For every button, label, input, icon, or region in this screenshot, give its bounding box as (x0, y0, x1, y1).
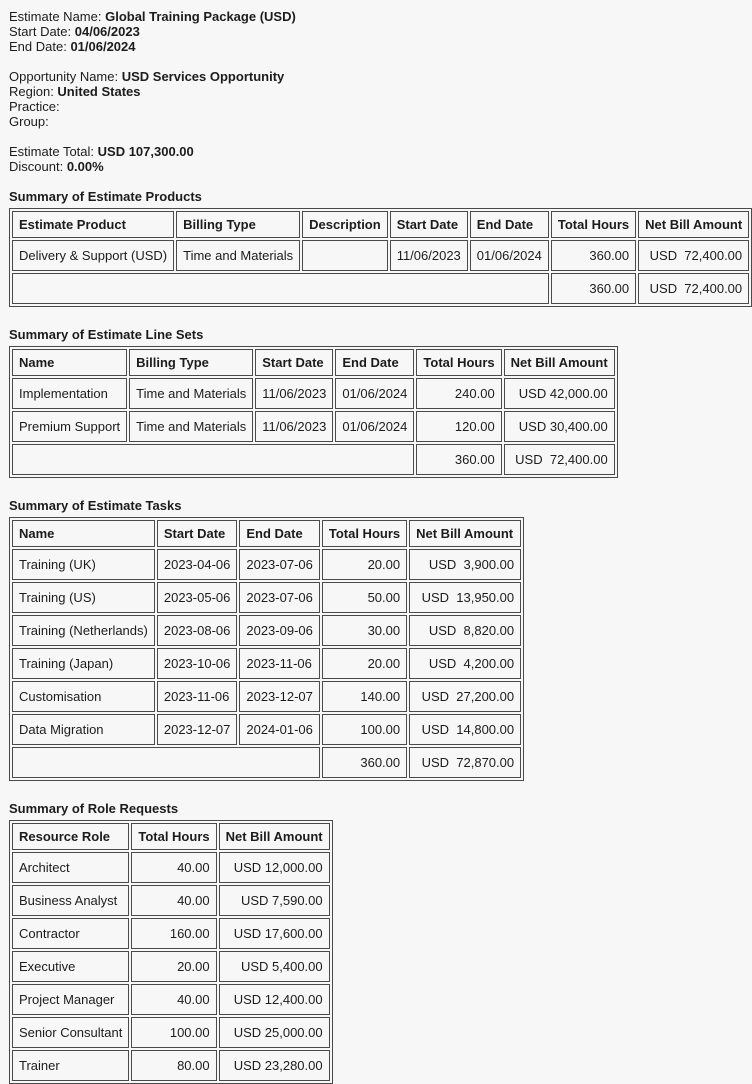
opportunity-name-label: Opportunity Name: (9, 69, 122, 84)
start-date-label: Start Date: (9, 24, 75, 39)
table-row (12, 582, 521, 613)
table-cell: USD 13,950.00 (409, 582, 521, 613)
table-cell: 20.00 (322, 648, 407, 679)
estimate-name-line (9, 9, 729, 24)
table-cell: Customisation (12, 681, 155, 712)
column-header: Estimate Product (12, 211, 174, 238)
start-date-value: 04/06/2023 (74, 24, 140, 39)
table-cell: 2023-05-06 (157, 582, 238, 613)
table-row (12, 1017, 330, 1048)
table-row (12, 240, 749, 271)
table-cell: Implementation (12, 378, 127, 409)
table-row (12, 378, 615, 409)
estimate-info-block (9, 9, 729, 54)
table-cell: USD 72,400.00 (638, 240, 749, 271)
total-row (12, 747, 521, 778)
region-value: United States (57, 84, 141, 99)
total-amount-cell: USD 72,870.00 (409, 747, 521, 778)
table-cell: 2023-04-06 (157, 549, 238, 580)
column-header: Net Bill Amount (638, 211, 749, 238)
region-label: Region: (9, 84, 58, 99)
table-cell: USD 14,800.00 (409, 714, 521, 745)
table-cell: Training (Netherlands) (12, 615, 155, 646)
column-header: Start Date (157, 520, 238, 547)
table-cell: USD 5,400.00 (219, 951, 330, 982)
header-row (12, 211, 749, 238)
table-cell: Training (Japan) (12, 648, 155, 679)
table-cell: Training (UK) (12, 549, 155, 580)
table-cell: 2024-01-06 (239, 714, 320, 745)
end-date-value: 01/06/2024 (70, 39, 136, 54)
table-cell: 2023-07-06 (239, 549, 320, 580)
table-cell: USD 12,400.00 (219, 984, 330, 1015)
table-cell: 11/06/2023 (255, 411, 333, 442)
table-cell: USD 27,200.00 (409, 681, 521, 712)
total-hours-cell: 360.00 (322, 747, 407, 778)
column-header: Total Hours (322, 520, 407, 547)
table-cell: 160.00 (131, 918, 216, 949)
table-cell: 20.00 (131, 951, 216, 982)
table-cell: USD 12,000.00 (219, 852, 330, 883)
section-title-estimate-line-sets: Summary of Estimate Line Sets (9, 327, 204, 342)
estimate-total-label: Estimate Total: (9, 144, 98, 159)
table-row (12, 411, 615, 442)
table-cell: 2023-11-06 (239, 648, 320, 679)
column-header: End Date (335, 349, 414, 376)
column-header: Name (12, 349, 127, 376)
table-cell: Time and Materials (129, 411, 253, 442)
table-cell: 120.00 (416, 411, 501, 442)
table-cell: Senior Consultant (12, 1017, 129, 1048)
end-date-line (9, 39, 729, 54)
column-header: Total Hours (551, 211, 636, 238)
opportunity-name-line (9, 69, 729, 84)
column-header: End Date (470, 211, 549, 238)
table-row (12, 885, 330, 916)
table-cell: USD 4,200.00 (409, 648, 521, 679)
column-header: Billing Type (176, 211, 300, 238)
start-date-line (9, 24, 729, 39)
table-cell: USD 17,600.00 (219, 918, 330, 949)
column-header: Billing Type (129, 349, 253, 376)
table-cell: 2023-12-07 (239, 681, 320, 712)
column-header: Total Hours (416, 349, 501, 376)
group-line (9, 114, 729, 129)
table-row (12, 918, 330, 949)
table-cell (302, 240, 388, 271)
header-row (12, 520, 521, 547)
column-header: End Date (239, 520, 320, 547)
table-cell: Delivery & Support (USD) (12, 240, 174, 271)
table-cell: 2023-12-07 (157, 714, 238, 745)
column-header: Start Date (255, 349, 333, 376)
table-cell: USD 3,900.00 (409, 549, 521, 580)
total-row-spacer (12, 273, 549, 304)
table-cell: 2023-10-06 (157, 648, 238, 679)
table-row (12, 549, 521, 580)
column-header: Total Hours (131, 823, 216, 850)
total-hours-cell: 360.00 (416, 444, 501, 475)
estimate-tasks-table (9, 517, 524, 781)
column-header: Description (302, 211, 388, 238)
table-row (12, 648, 521, 679)
table-row (12, 681, 521, 712)
table-cell: 240.00 (416, 378, 501, 409)
table-cell: 2023-08-06 (157, 615, 238, 646)
estimate-total-line (9, 144, 729, 159)
practice-line (9, 99, 729, 114)
section-title-role-requests: Summary of Role Requests (9, 801, 179, 816)
table-cell: 2023-09-06 (239, 615, 320, 646)
column-header: Net Bill Amount (504, 349, 615, 376)
column-header: Resource Role (12, 823, 129, 850)
table-cell: 80.00 (131, 1050, 216, 1081)
table-cell: Data Migration (12, 714, 155, 745)
table-cell: USD 30,400.00 (504, 411, 615, 442)
totals-info-block (9, 144, 729, 174)
total-amount-cell: USD 72,400.00 (638, 273, 749, 304)
column-header: Name (12, 520, 155, 547)
table-cell: USD 42,000.00 (504, 378, 615, 409)
table-cell: Training (US) (12, 582, 155, 613)
table-cell: USD 8,820.00 (409, 615, 521, 646)
section-title-estimate-tasks: Summary of Estimate Tasks (9, 498, 182, 513)
practice-label: Practice: (9, 99, 64, 114)
discount-label: Discount: (9, 159, 67, 174)
table-cell: 40.00 (131, 885, 216, 916)
table-cell: 360.00 (551, 240, 636, 271)
header-row (12, 349, 615, 376)
section-estimate-products (9, 189, 743, 307)
table-cell: 100.00 (322, 714, 407, 745)
table-row (12, 615, 521, 646)
table-cell: Trainer (12, 1050, 129, 1081)
estimate-total-value: USD 107,300.00 (97, 144, 194, 159)
section-estimate-tasks (9, 498, 729, 781)
table-cell: Executive (12, 951, 129, 982)
total-row-spacer (12, 747, 320, 778)
header-row (12, 823, 330, 850)
table-cell: Project Manager (12, 984, 129, 1015)
table-cell: 11/06/2023 (255, 378, 333, 409)
table-cell: Contractor (12, 918, 129, 949)
table-row (12, 951, 330, 982)
table-cell: 2023-07-06 (239, 582, 320, 613)
table-row (12, 1050, 330, 1081)
table-cell: 01/06/2024 (335, 411, 414, 442)
table-cell: USD 25,000.00 (219, 1017, 330, 1048)
table-cell: 11/06/2023 (390, 240, 468, 271)
estimate-line-sets-table (9, 346, 618, 478)
opportunity-info-block (9, 69, 729, 129)
opportunity-name-value: USD Services Opportunity (121, 69, 285, 84)
table-row (12, 852, 330, 883)
table-cell: 30.00 (322, 615, 407, 646)
end-date-label: End Date: (9, 39, 71, 54)
section-title-estimate-products: Summary of Estimate Products (9, 189, 202, 204)
discount-line (9, 159, 729, 174)
table-cell: 40.00 (131, 852, 216, 883)
table-cell: Premium Support (12, 411, 127, 442)
table-row (12, 714, 521, 745)
table-cell: Business Analyst (12, 885, 129, 916)
table-cell: 140.00 (322, 681, 407, 712)
region-line (9, 84, 729, 99)
column-header: Net Bill Amount (219, 823, 330, 850)
total-row (12, 444, 615, 475)
table-cell: 2023-11-06 (157, 681, 238, 712)
estimate-products-table (9, 208, 752, 307)
table-cell: Architect (12, 852, 129, 883)
section-role-requests (9, 801, 729, 1084)
total-amount-cell: USD 72,400.00 (504, 444, 615, 475)
estimate-report (9, 9, 743, 1084)
table-row (12, 984, 330, 1015)
role-requests-table (9, 820, 333, 1084)
table-cell: Time and Materials (129, 378, 253, 409)
discount-value: 0.00% (66, 159, 104, 174)
estimate-name-label: Estimate Name: (9, 9, 106, 24)
table-cell: USD 23,280.00 (219, 1050, 330, 1081)
table-cell: 100.00 (131, 1017, 216, 1048)
table-cell: 01/06/2024 (470, 240, 549, 271)
table-cell: 40.00 (131, 984, 216, 1015)
table-cell: 50.00 (322, 582, 407, 613)
total-row (12, 273, 749, 304)
section-estimate-line-sets (9, 327, 729, 478)
group-label: Group: (9, 114, 53, 129)
total-hours-cell: 360.00 (551, 273, 636, 304)
table-cell: USD 7,590.00 (219, 885, 330, 916)
table-cell: 20.00 (322, 549, 407, 580)
column-header: Net Bill Amount (409, 520, 521, 547)
column-header: Start Date (390, 211, 468, 238)
table-cell: Time and Materials (176, 240, 300, 271)
estimate-name-value: Global Training Package (USD) (105, 9, 296, 24)
table-cell: 01/06/2024 (335, 378, 414, 409)
total-row-spacer (12, 444, 414, 475)
